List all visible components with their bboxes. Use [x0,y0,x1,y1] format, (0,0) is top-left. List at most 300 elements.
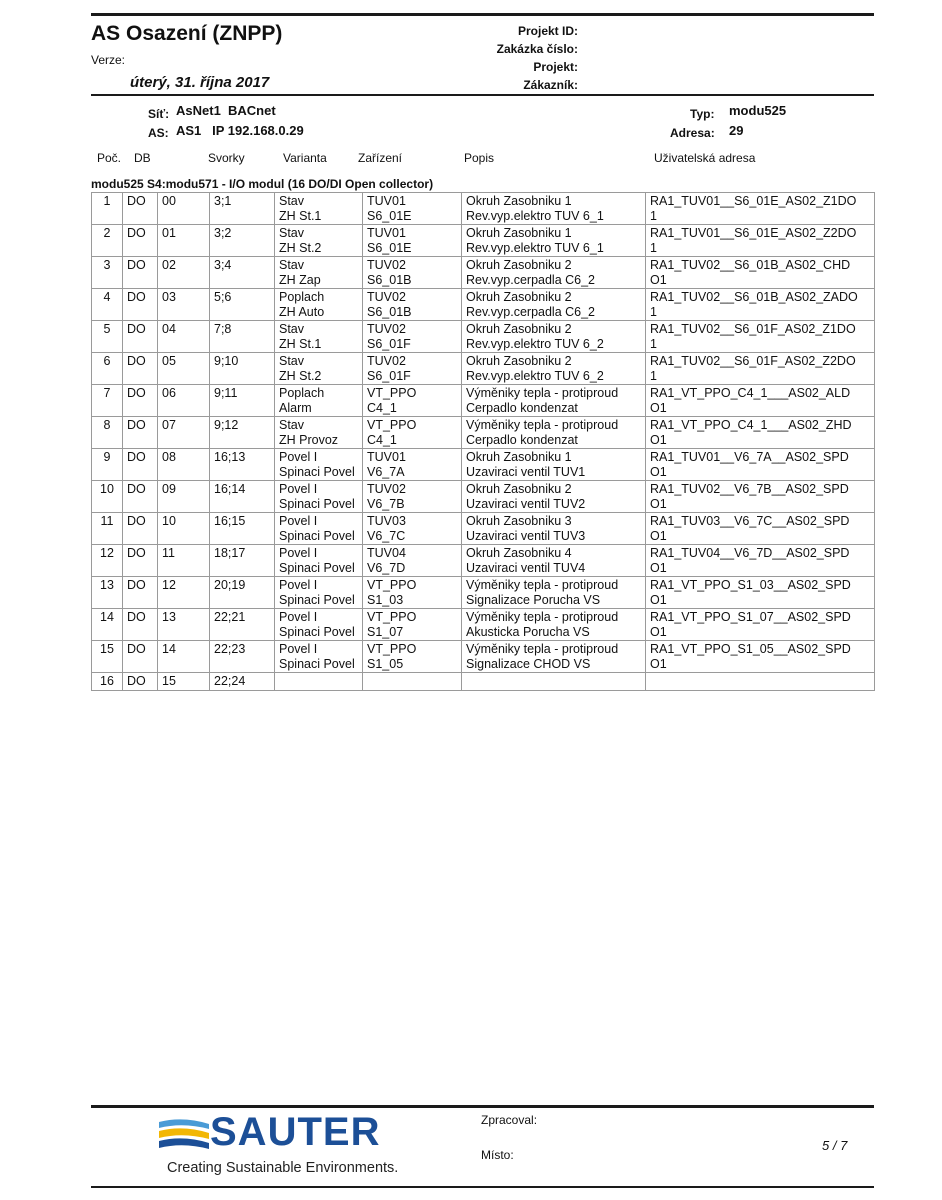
row-number [92,609,123,641]
row-description-line-1: Výměniky tepla - protiproud [466,610,619,624]
row-user-address-line-1: RA1_TUV02__S6_01F_AS02_Z2DO [650,354,856,368]
row-user-address-line-2: O1 [650,496,667,511]
row-terminals-line-1: 3;4 [214,258,232,272]
row-number [92,577,123,609]
row-device [363,225,462,257]
table-row [92,385,875,417]
row-terminals [210,641,275,673]
row-variant [275,385,363,417]
row-number [92,225,123,257]
row-variant [275,481,363,513]
row-description [462,673,646,691]
row-type-line-1: DO [127,226,146,240]
row-variant-line-1: Stav [279,194,305,208]
table-row [92,577,875,609]
row-db [158,545,210,577]
row-device-line-1: TUV02 [367,354,406,368]
table-row [92,481,875,513]
row-type [123,449,158,481]
row-variant-line-2: Spinaci Povel [279,656,355,671]
row-variant-line-2: Spinaci Povel [279,528,355,543]
row-user-address [646,449,875,481]
row-terminals [210,257,275,289]
header-top-rule [91,13,874,16]
row-description-line-2: Rev.vyp.elektro TUV 6_1 [466,208,604,223]
row-user-address [646,417,875,449]
row-number [92,353,123,385]
row-device [363,481,462,513]
row-terminals-line-1: 9;10 [214,354,239,368]
table-row [92,449,875,481]
row-description-line-2: Signalizace CHOD VS [466,656,591,671]
row-terminals-line-1: 3;1 [214,194,232,208]
row-db [158,513,210,545]
document-date: úterý, 31. října 2017 [130,74,270,91]
row-device-line-2: V6_7B [367,496,405,511]
row-user-address [646,353,875,385]
row-description-line-1: Výměniky tepla - protiproud [466,386,619,400]
row-device [363,385,462,417]
row-terminals-line-1: 3;2 [214,226,232,240]
row-variant-line-2: Spinaci Povel [279,624,355,639]
row-number-line-1: 15 [100,642,114,656]
row-type-line-1: DO [127,674,146,688]
row-variant [275,321,363,353]
row-variant-line-1: Poplach [279,386,325,400]
row-db [158,321,210,353]
row-variant [275,225,363,257]
row-device-line-1: VT_PPO [367,418,417,432]
row-description [462,225,646,257]
row-type-line-1: DO [127,386,146,400]
row-type-line-1: DO [127,194,146,208]
row-number [92,417,123,449]
row-variant [275,673,363,691]
row-device-line-2: S1_05 [367,656,404,671]
row-terminals [210,449,275,481]
row-user-address-line-1: RA1_TUV04__V6_7D__AS02_SPD [650,546,850,560]
row-db [158,481,210,513]
table-row [92,673,875,691]
row-description-line-2: Cerpadlo kondenzat [466,432,578,447]
row-type-line-1: DO [127,322,146,336]
row-type [123,545,158,577]
row-user-address-line-2: O1 [650,624,667,639]
header-bottom-rule [91,94,874,96]
row-device [363,417,462,449]
row-description-line-1: Okruh Zasobniku 1 [466,226,572,240]
row-variant-line-1: Stav [279,418,305,432]
col-head-count: Poč. [97,151,122,165]
address-label: Adresa: [670,126,715,140]
row-device-line-2: S1_03 [367,592,404,607]
row-db [158,353,210,385]
order-number-label: Zakázka číslo: [496,42,578,56]
row-type [123,289,158,321]
sauter-tagline: Creating Sustainable Environments. [167,1160,399,1176]
row-device-line-2: S6_01F [367,336,411,351]
row-db [158,609,210,641]
row-user-address-line-1: RA1_VT_PPO_S1_03__AS02_SPD [650,578,851,592]
row-device [363,577,462,609]
row-number-line-1: 1 [103,194,111,208]
row-db-line-1: 12 [162,578,176,592]
row-device [363,193,462,225]
row-description-line-1: Výměniky tepla - protiproud [466,418,619,432]
row-description-line-1: Výměniky tepla - protiproud [466,642,619,656]
table-row [92,225,875,257]
row-terminals-line-1: 9;12 [214,418,239,432]
row-user-address-line-1: RA1_VT_PPO_S1_05__AS02_SPD [650,642,851,656]
col-head-db: DB [134,151,151,165]
table-row [92,289,875,321]
row-device-line-2: S6_01E [367,240,412,255]
row-number [92,449,123,481]
row-description-line-1: Okruh Zasobniku 2 [466,258,572,272]
row-number-line-1: 8 [103,418,111,432]
row-number [92,481,123,513]
row-terminals [210,353,275,385]
table-row [92,545,875,577]
row-description-line-1: Okruh Zasobniku 2 [466,354,572,368]
row-device-line-1: TUV02 [367,482,406,496]
row-terminals-line-1: 7;8 [214,322,232,336]
row-variant-line-2: Spinaci Povel [279,496,355,511]
row-user-address-line-1: RA1_TUV03__V6_7C__AS02_SPD [650,514,850,528]
row-db-line-1: 07 [162,418,176,432]
row-number [92,257,123,289]
table-row [92,257,875,289]
processed-by-label: Zpracoval: [481,1113,538,1127]
row-number-line-1: 2 [103,226,111,240]
row-terminals [210,481,275,513]
row-variant-line-1: Stav [279,354,305,368]
row-variant [275,449,363,481]
project-id-label: Projekt ID: [517,24,578,38]
row-variant-line-1: Stav [279,226,305,240]
row-device-line-2: S1_07 [367,624,404,639]
row-user-address-line-1: RA1_TUV02__S6_01B_AS02_ZADO [650,290,858,304]
col-head-terminals: Svorky [208,151,245,165]
row-description [462,417,646,449]
row-device-line-1: TUV01 [367,450,406,464]
row-description [462,449,646,481]
row-device-line-2: S6_01E [367,208,412,223]
row-type-line-1: DO [127,258,146,272]
row-number [92,321,123,353]
row-user-address-line-2: 1 [650,336,657,351]
row-description-line-1: Výměniky tepla - protiproud [466,578,619,592]
table-row [92,513,875,545]
row-device-line-2: C4_1 [367,400,397,415]
row-terminals-line-1: 16;15 [214,514,246,528]
row-db-line-1: 08 [162,450,176,464]
row-variant-line-2: Alarm [279,400,312,415]
row-terminals [210,545,275,577]
row-description [462,545,646,577]
row-db [158,641,210,673]
row-device-line-2: V6_7C [367,528,406,543]
row-type-line-1: DO [127,354,146,368]
row-user-address [646,481,875,513]
row-user-address-line-2: 1 [650,368,657,383]
row-terminals-line-1: 20;19 [214,578,246,592]
row-number-line-1: 14 [100,610,114,624]
row-device [363,609,462,641]
row-device [363,641,462,673]
row-description-line-1: Okruh Zasobniku 3 [466,514,572,528]
row-terminals [210,417,275,449]
col-head-description: Popis [464,151,495,165]
table-row [92,321,875,353]
row-db-line-1: 10 [162,514,176,528]
row-variant [275,417,363,449]
footer-bottom-rule [91,1186,874,1188]
row-type-line-1: DO [127,290,146,304]
row-db-line-1: 01 [162,226,176,240]
row-device-line-2: S6_01B [367,272,412,287]
type-label: Typ: [690,107,715,121]
table-row [92,417,875,449]
row-number [92,385,123,417]
row-description-line-2: Akusticka Porucha VS [466,624,590,639]
row-user-address-line-2: 1 [650,240,657,255]
row-device-line-2: V6_7D [367,560,406,575]
row-description-line-2: Rev.vyp.elektro TUV 6_2 [466,368,604,383]
row-db-line-1: 04 [162,322,176,336]
row-db [158,577,210,609]
row-number-line-1: 16 [100,674,114,688]
row-type-line-1: DO [127,482,146,496]
row-variant [275,289,363,321]
row-type [123,193,158,225]
row-type [123,417,158,449]
row-user-address [646,673,875,691]
row-description [462,609,646,641]
row-user-address-line-2: O1 [650,656,667,671]
place-label: Místo: [481,1148,514,1162]
row-type [123,385,158,417]
row-variant [275,257,363,289]
as-value: AS1 IP 192.168.0.29 [176,123,304,138]
table-row [92,641,875,673]
row-user-address-line-1: RA1_TUV01__V6_7A__AS02_SPD [650,450,849,464]
row-device-line-2: V6_7A [367,464,405,479]
row-db-line-1: 06 [162,386,176,400]
row-description-line-1: Okruh Zasobniku 2 [466,482,572,496]
row-type-line-1: DO [127,578,146,592]
row-terminals [210,289,275,321]
row-description-line-2: Cerpadlo kondenzat [466,400,578,415]
row-variant-line-1: Poplach [279,290,325,304]
row-db [158,673,210,691]
row-description-line-2: Uzaviraci ventil TUV4 [466,560,586,575]
network-value: AsNet1 BACnet [176,103,276,118]
row-variant-line-2: ZH Auto [279,304,325,319]
row-db-line-1: 05 [162,354,176,368]
row-user-address-line-2: O1 [650,432,667,447]
row-variant-line-2: Spinaci Povel [279,464,355,479]
row-db-line-1: 02 [162,258,176,272]
row-terminals-line-1: 18;17 [214,546,246,560]
row-type [123,481,158,513]
row-number [92,193,123,225]
row-device [363,513,462,545]
row-user-address-line-1: RA1_TUV01__S6_01E_AS02_Z2DO [650,226,857,240]
row-db-line-1: 15 [162,674,176,688]
row-variant [275,641,363,673]
row-description-line-2: Signalizace Porucha VS [466,592,601,607]
row-type [123,257,158,289]
row-type [123,577,158,609]
type-value: modu525 [729,103,787,118]
row-description-line-1: Okruh Zasobniku 1 [466,450,572,464]
row-variant-line-2: ZH St.2 [279,368,322,383]
as-label: AS: [148,126,169,140]
row-type [123,225,158,257]
row-device-line-1: TUV02 [367,290,406,304]
row-description [462,353,646,385]
row-number-line-1: 7 [103,386,111,400]
row-variant-line-2: ZH Zap [279,272,321,287]
row-variant-line-1: Povel I [279,642,318,656]
row-terminals [210,385,275,417]
row-description [462,385,646,417]
row-user-address [646,385,875,417]
row-type-line-1: DO [127,610,146,624]
network-label: Síť: [148,107,170,121]
row-user-address [646,641,875,673]
row-type-line-1: DO [127,546,146,560]
row-terminals-line-1: 5;6 [214,290,232,304]
row-device-line-1: TUV02 [367,322,406,336]
customer-label: Zákazník: [523,78,578,92]
row-device-line-1: TUV03 [367,514,406,528]
row-description-line-2: Rev.vyp.elektro TUV 6_1 [466,240,604,255]
row-user-address-line-2: O1 [650,464,667,479]
row-user-address-line-2: O1 [650,528,667,543]
row-user-address-line-1: RA1_TUV02__V6_7B__AS02_SPD [650,482,849,496]
row-user-address-line-1: RA1_TUV02__S6_01F_AS02_Z1DO [650,322,856,336]
row-number [92,545,123,577]
row-variant-line-1: Povel I [279,482,318,496]
col-head-user-address: Uživatelská adresa [654,151,756,165]
row-type [123,641,158,673]
row-description [462,321,646,353]
row-user-address [646,193,875,225]
row-user-address-line-1: RA1_VT_PPO_C4_1___AS02_ALD [650,386,851,400]
row-variant [275,513,363,545]
row-description-line-2: Rev.vyp.cerpadla C6_2 [466,304,596,319]
row-variant [275,193,363,225]
page-number: 5 / 7 [822,1138,848,1153]
row-user-address [646,609,875,641]
row-description-line-2: Uzaviraci ventil TUV1 [466,464,586,479]
row-description-line-1: Okruh Zasobniku 2 [466,322,572,336]
row-number-line-1: 6 [103,354,111,368]
row-description [462,577,646,609]
row-terminals [210,577,275,609]
row-device [363,545,462,577]
sauter-swoosh-icon [155,1114,213,1158]
row-description [462,513,646,545]
row-device-line-1: VT_PPO [367,386,417,400]
row-terminals [210,225,275,257]
row-type [123,321,158,353]
row-number-line-1: 12 [100,546,114,560]
row-terminals-line-1: 16;13 [214,450,246,464]
row-number [92,513,123,545]
col-head-device: Zařízení [358,151,403,165]
row-device [363,321,462,353]
row-db-line-1: 14 [162,642,176,656]
row-device [363,353,462,385]
row-db [158,449,210,481]
row-type [123,513,158,545]
row-user-address [646,577,875,609]
row-db [158,289,210,321]
row-variant [275,577,363,609]
sauter-wordmark: SAUTER [210,1110,381,1154]
row-terminals [210,321,275,353]
row-variant-line-1: Stav [279,322,305,336]
row-db-line-1: 11 [162,546,175,560]
row-description-line-1: Okruh Zasobniku 4 [466,546,572,560]
row-db-line-1: 13 [162,610,176,624]
document-title: AS Osazení (ZNPP) [91,22,283,45]
row-db [158,385,210,417]
row-description-line-2: Rev.vyp.cerpadla C6_2 [466,272,596,287]
row-variant-line-1: Povel I [279,546,318,560]
row-device-line-1: TUV04 [367,546,406,560]
row-type-line-1: DO [127,642,146,656]
row-user-address [646,513,875,545]
row-description [462,481,646,513]
project-label: Projekt: [533,60,578,74]
row-user-address [646,289,875,321]
row-type [123,353,158,385]
table-row [92,353,875,385]
row-device [363,289,462,321]
row-db-line-1: 09 [162,482,176,496]
row-number-line-1: 11 [100,514,114,528]
row-user-address-line-2: O1 [650,560,667,575]
row-description [462,289,646,321]
row-user-address-line-1: RA1_TUV01__S6_01E_AS02_Z1DO [650,194,857,208]
row-variant-line-2: Spinaci Povel [279,592,355,607]
row-variant-line-1: Stav [279,258,305,272]
row-number-line-1: 4 [103,290,111,304]
row-terminals [210,513,275,545]
row-device-line-1: VT_PPO [367,578,417,592]
row-db [158,193,210,225]
table-row [92,609,875,641]
row-type-line-1: DO [127,418,146,432]
row-terminals [210,609,275,641]
col-head-variant: Varianta [283,151,327,165]
project-labels [440,22,578,94]
row-number-line-1: 9 [103,450,111,464]
row-user-address-line-1: RA1_VT_PPO_C4_1___AS02_ZHD [650,418,852,432]
row-variant-line-1: Povel I [279,578,318,592]
row-variant-line-1: Povel I [279,610,318,624]
row-db [158,225,210,257]
row-type [123,673,158,691]
row-user-address [646,257,875,289]
row-db [158,417,210,449]
row-user-address-line-1: RA1_TUV02__S6_01B_AS02_CHD [650,258,851,272]
row-number-line-1: 10 [100,482,114,496]
